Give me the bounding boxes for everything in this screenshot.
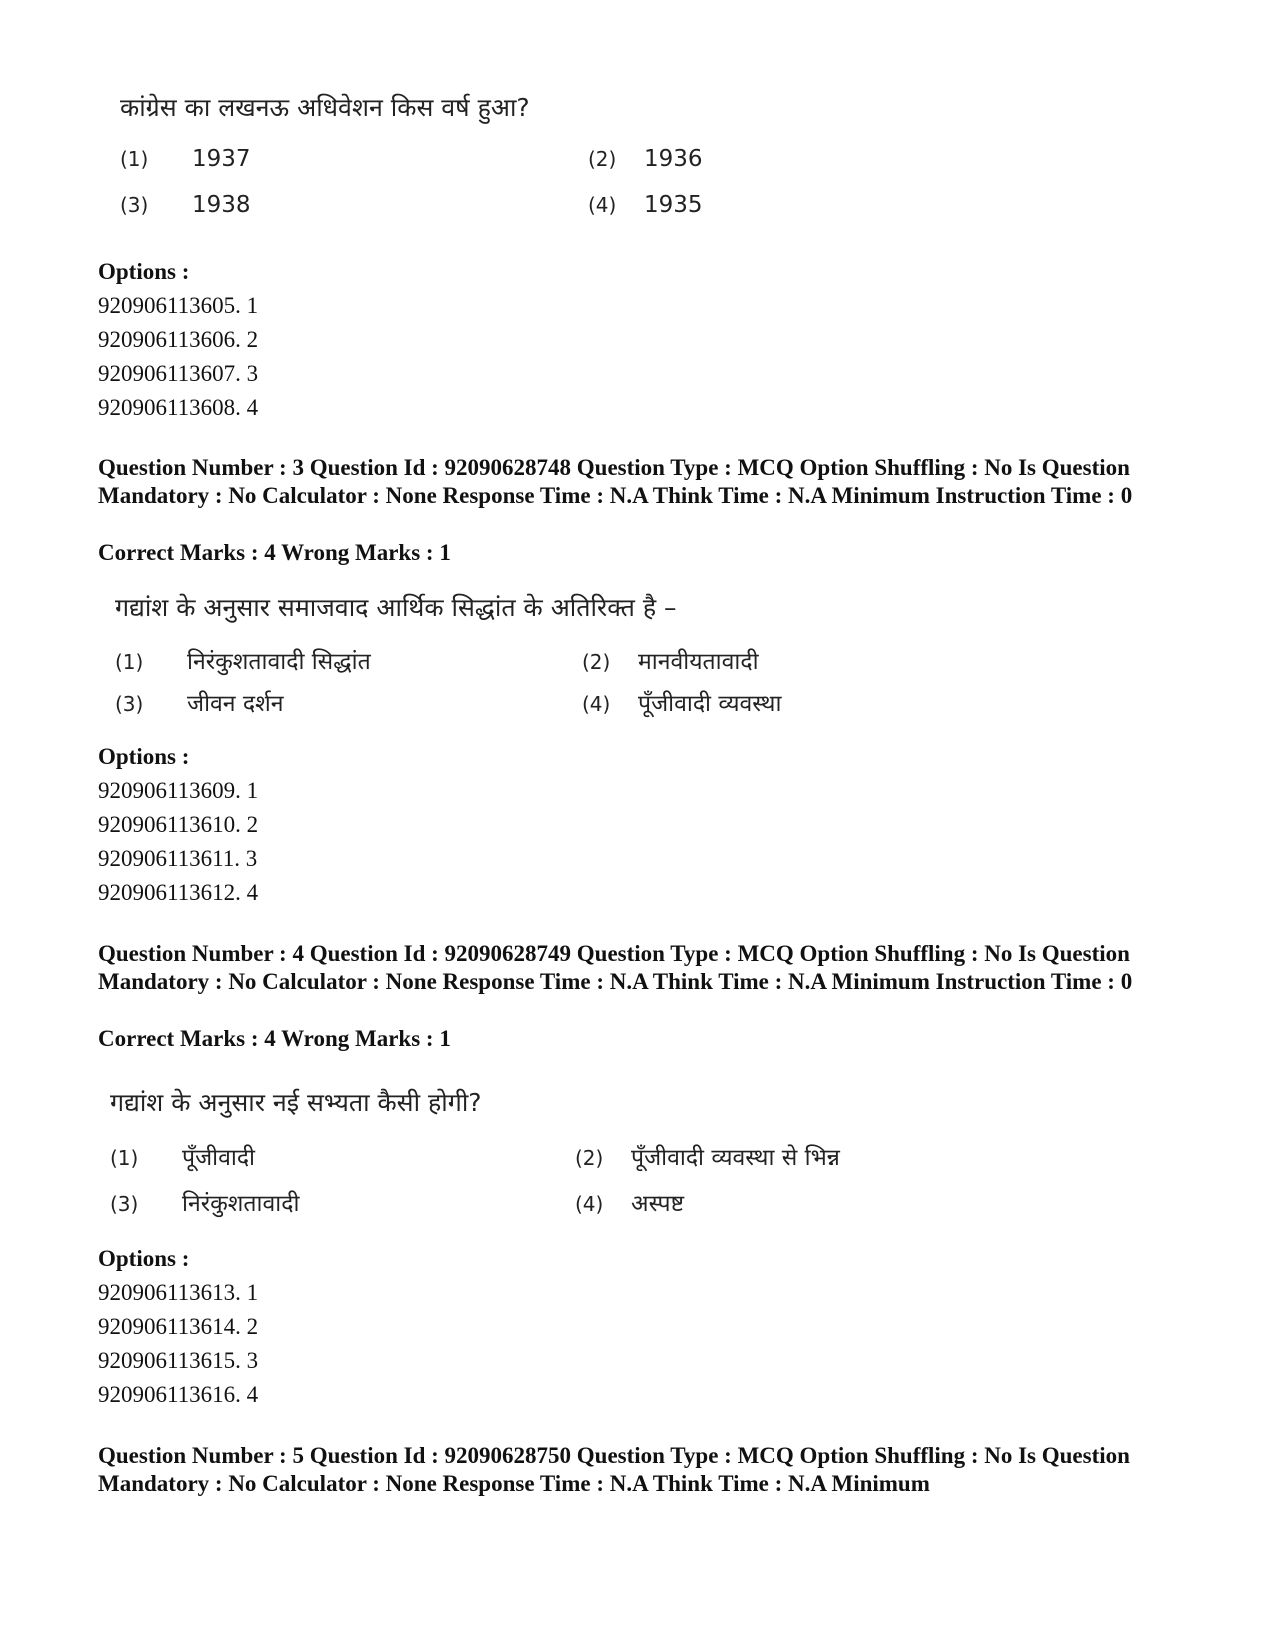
- question-3-text: गद्यांश के अनुसार समाजवाद आर्थिक सिद्धांत के अतिरिक्त है –: [115, 593, 677, 622]
- question-5-meta: Question Number : 5 Question Id : 92090628750 Question Type : MCQ Option Shuffling : No Is Question Mandatory : No Calculator : None Response Time : N.A Think Time : N.A Minimum: [98, 1443, 1130, 1496]
- option-number: (2): [582, 650, 611, 674]
- option-id: 920906113614. 2: [98, 1314, 259, 1339]
- option-text: 1938: [192, 192, 251, 218]
- option-text: जीवन दर्शन: [187, 691, 284, 717]
- option-text: मानवीयतावादी: [638, 649, 759, 675]
- question-3-option-4: [582, 686, 781, 718]
- question-4-text: गद्यांश के अनुसार नई सभ्यता कैसी होगी?: [110, 1088, 482, 1117]
- option-text: 1937: [192, 146, 251, 172]
- question-2-options-list: [98, 255, 258, 425]
- option-id: 920906113615. 3: [98, 1348, 259, 1373]
- option-number: (1): [110, 1146, 139, 1170]
- question-4-meta: Question Number : 4 Question Id : 92090628749 Question Type : MCQ Option Shuffling : No Is Question Mandatory : No Calculator : None Response Time : N.A Think Time : N.A Minimum Instruction Time : 0: [98, 941, 1133, 994]
- option-number: (2): [588, 147, 617, 171]
- options-heading: Options :: [98, 1246, 190, 1271]
- question-4-option-4: [575, 1186, 684, 1218]
- question-3-option-2: [582, 644, 759, 676]
- question-4-marks: Correct Marks : 4 Wrong Marks : 1: [98, 1026, 451, 1051]
- question-3-marks: Correct Marks : 4 Wrong Marks : 1: [98, 540, 451, 565]
- question-4-option-2: [575, 1140, 840, 1172]
- option-text: 1936: [644, 146, 703, 172]
- question-4-option-1: [110, 1140, 255, 1172]
- option-id: 920906113610. 2: [98, 812, 259, 837]
- option-id: 920906113606. 2: [98, 327, 259, 352]
- option-number: (3): [115, 692, 144, 716]
- option-number: (3): [110, 1192, 139, 1216]
- option-text: पूँजीवादी: [182, 1145, 256, 1171]
- option-id: 920906113612. 4: [98, 880, 259, 905]
- option-text: निरंकुशतावादी: [182, 1191, 300, 1217]
- option-number: (4): [582, 692, 611, 716]
- question-4-options-list: [98, 1242, 258, 1412]
- option-id: 920906113607. 3: [98, 361, 259, 386]
- option-text: निरंकुशतावादी सिद्धांत: [187, 649, 371, 675]
- option-text: पूँजीवादी व्यवस्था: [638, 691, 782, 717]
- question-3-options-list: [98, 740, 258, 910]
- question-3-option-1: [115, 644, 371, 676]
- question-3-meta: Question Number : 3 Question Id : 92090628748 Question Type : MCQ Option Shuffling : No Is Question Mandatory : No Calculator : None Response Time : N.A Think Time : N.A Minimum Instruction Time : 0: [98, 455, 1133, 508]
- question-2-option-3: [120, 192, 251, 218]
- question-4-option-3: [110, 1186, 299, 1218]
- question-2-text: कांग्रेस का लखनऊ अधिवेशन किस वर्ष हुआ?: [120, 93, 530, 122]
- question-3-option-3: [115, 686, 284, 718]
- option-text: 1935: [644, 192, 703, 218]
- options-heading: Options :: [98, 744, 190, 769]
- option-number: (3): [120, 193, 149, 217]
- option-id: 920906113611. 3: [98, 846, 258, 871]
- option-id: 920906113613. 1: [98, 1280, 259, 1305]
- option-id: 920906113608. 4: [98, 395, 259, 420]
- option-number: (4): [575, 1192, 604, 1216]
- option-number: (4): [588, 193, 617, 217]
- options-heading: Options :: [98, 259, 190, 284]
- option-id: 920906113609. 1: [98, 778, 259, 803]
- question-2-option-2: [588, 146, 703, 172]
- option-number: (1): [120, 147, 149, 171]
- option-number: (1): [115, 650, 144, 674]
- option-number: (2): [575, 1146, 604, 1170]
- option-text: अस्पष्ट: [631, 1191, 685, 1217]
- option-id: 920906113605. 1: [98, 293, 259, 318]
- option-text: पूँजीवादी व्यवस्था से भिन्न: [631, 1145, 840, 1171]
- question-2-option-4: [588, 192, 703, 218]
- question-2-option-1: [120, 146, 251, 172]
- option-id: 920906113616. 4: [98, 1382, 259, 1407]
